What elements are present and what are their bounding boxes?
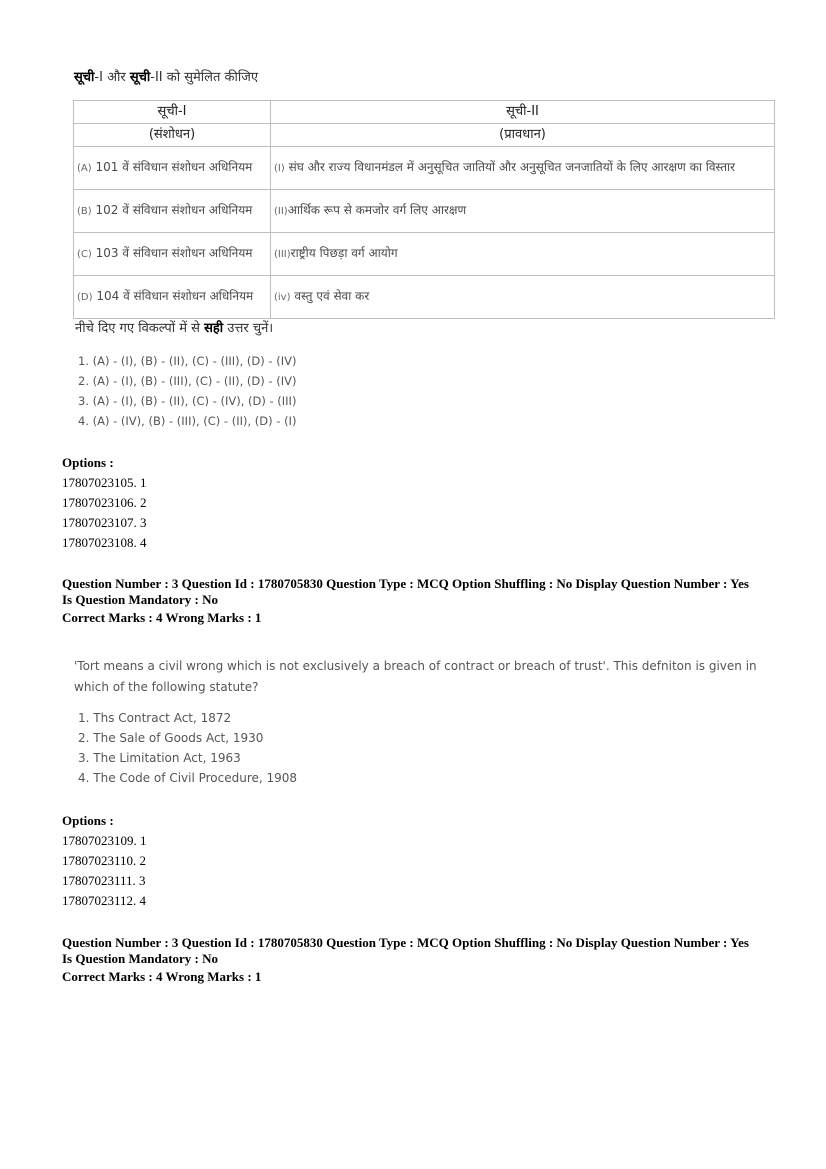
table-cell-right bbox=[271, 233, 775, 276]
instruction-text-a: -I और bbox=[94, 70, 130, 85]
option-item: 17807023109. 1 bbox=[62, 833, 147, 848]
question1-choices bbox=[78, 351, 296, 431]
amendment-text: 102 वें संविधान संशोधन अधिनियम bbox=[95, 203, 253, 217]
meta-line: Is Question Mandatory : No bbox=[62, 951, 219, 966]
table-subheader-row bbox=[74, 124, 775, 147]
instruction-list1-word: सूची bbox=[74, 70, 95, 85]
meta-marks: Correct Marks : 4 Wrong Marks : 1 bbox=[62, 610, 262, 625]
option-item: 17807023108. 4 bbox=[62, 535, 147, 550]
option-item: 17807023105. 1 bbox=[62, 475, 147, 490]
subheader-provision: (प्रावधान) bbox=[271, 124, 775, 147]
meta-marks: Correct Marks : 4 Wrong Marks : 1 bbox=[62, 969, 262, 984]
select-instruction bbox=[75, 318, 273, 336]
choice-item: 3. The Limitation Act, 1963 bbox=[78, 751, 241, 765]
option-item: 17807023107. 3 bbox=[62, 515, 147, 530]
question-meta-2 bbox=[62, 935, 802, 985]
row-marker: (A) bbox=[77, 163, 92, 174]
table-header-row bbox=[74, 101, 775, 124]
options-label: Options : bbox=[62, 455, 114, 470]
header-list1: सूची-I bbox=[74, 101, 271, 124]
match-instruction bbox=[74, 67, 258, 85]
table-cell-left bbox=[74, 190, 271, 233]
choice-item: 2. The Sale of Goods Act, 1930 bbox=[78, 731, 264, 745]
question-meta-1 bbox=[62, 576, 802, 626]
table-row bbox=[74, 276, 775, 319]
instruction-list2-word: सूची bbox=[129, 70, 151, 85]
option-item: 17807023111. 3 bbox=[62, 873, 146, 888]
amendment-text: 104 वें संविधान संशोधन अधिनियम bbox=[96, 289, 254, 303]
table-row bbox=[74, 190, 775, 233]
choice-item: 1. (A) - (I), (B) - (II), (C) - (III), (D) - (IV) bbox=[78, 354, 297, 368]
row-marker: (I) bbox=[274, 163, 285, 174]
choice-item: 1. Ths Contract Act, 1872 bbox=[78, 711, 232, 725]
select-text-a: नीचे दिए गए विकल्पों में से bbox=[75, 321, 205, 336]
meta-line: Question Number : 3 Question Id : 1780705830 Question Type : MCQ Option Shuffling : No Display Question Number : Yes bbox=[62, 576, 749, 591]
table-cell-left bbox=[74, 276, 271, 319]
question2-choices bbox=[78, 708, 297, 788]
table-cell-right bbox=[271, 190, 775, 233]
table-cell-left bbox=[74, 147, 271, 190]
option-item: 17807023110. 2 bbox=[62, 853, 147, 868]
row-marker: (C) bbox=[77, 249, 92, 260]
amendment-text: 103 वें संविधान संशोधन अधिनियम bbox=[95, 246, 253, 260]
row-marker: (III) bbox=[274, 249, 291, 260]
meta-line: Question Number : 3 Question Id : 1780705830 Question Type : MCQ Option Shuffling : No Display Question Number : Yes bbox=[62, 935, 749, 950]
choice-item: 3. (A) - (I), (B) - (II), (C) - (IV), (D) - (III) bbox=[78, 394, 297, 408]
table-cell-right bbox=[271, 147, 775, 190]
provision-text: वस्तु एवं सेवा कर bbox=[294, 289, 370, 303]
options-label: Options : bbox=[62, 813, 114, 828]
row-marker: (II) bbox=[274, 206, 288, 217]
table-cell-left bbox=[74, 233, 271, 276]
provision-text: संघ और राज्य विधानमंडल में अनुसूचित जातियों और अनुसूचित जनजातियों के लिए आरक्षण का विस्तार bbox=[288, 160, 736, 174]
amendment-text: 101 वें संविधान संशोधन अधिनियम bbox=[95, 160, 253, 174]
table-row bbox=[74, 233, 775, 276]
table-cell-right bbox=[271, 276, 775, 319]
question2-text: 'Tort means a civil wrong which is not exclusively a breach of contract or breach of trust'. This defniton is given in which of the following statute? bbox=[74, 659, 757, 694]
choice-item: 2. (A) - (I), (B) - (III), (C) - (II), (D) - (IV) bbox=[78, 374, 297, 388]
option-item: 17807023106. 2 bbox=[62, 495, 147, 510]
header-list2: सूची-II bbox=[271, 101, 775, 124]
option-item: 17807023112. 4 bbox=[62, 893, 147, 908]
select-correct-word: सही bbox=[204, 321, 224, 336]
choice-item: 4. The Code of Civil Procedure, 1908 bbox=[78, 771, 298, 785]
subheader-amendment: (संशोधन) bbox=[74, 124, 271, 147]
instruction-text-b: -II को सुमेलित कीजिए bbox=[150, 70, 259, 85]
row-marker: (B) bbox=[77, 206, 92, 217]
table-row bbox=[74, 147, 775, 190]
row-marker: (iv) bbox=[274, 292, 291, 303]
match-table bbox=[73, 100, 775, 319]
choice-item: 4. (A) - (IV), (B) - (III), (C) - (II), (D) - (I) bbox=[78, 414, 297, 428]
meta-line: Is Question Mandatory : No bbox=[62, 592, 219, 607]
question1-options bbox=[62, 453, 147, 553]
provision-text: राष्ट्रीय पिछड़ा वर्ग आयोग bbox=[290, 246, 398, 260]
select-text-b: उत्तर चुनें। bbox=[223, 321, 274, 336]
question2-options bbox=[62, 811, 147, 911]
row-marker: (D) bbox=[77, 292, 93, 303]
provision-text: आर्थिक रूप से कमजोर वर्ग लिए आरक्षण bbox=[287, 203, 467, 217]
